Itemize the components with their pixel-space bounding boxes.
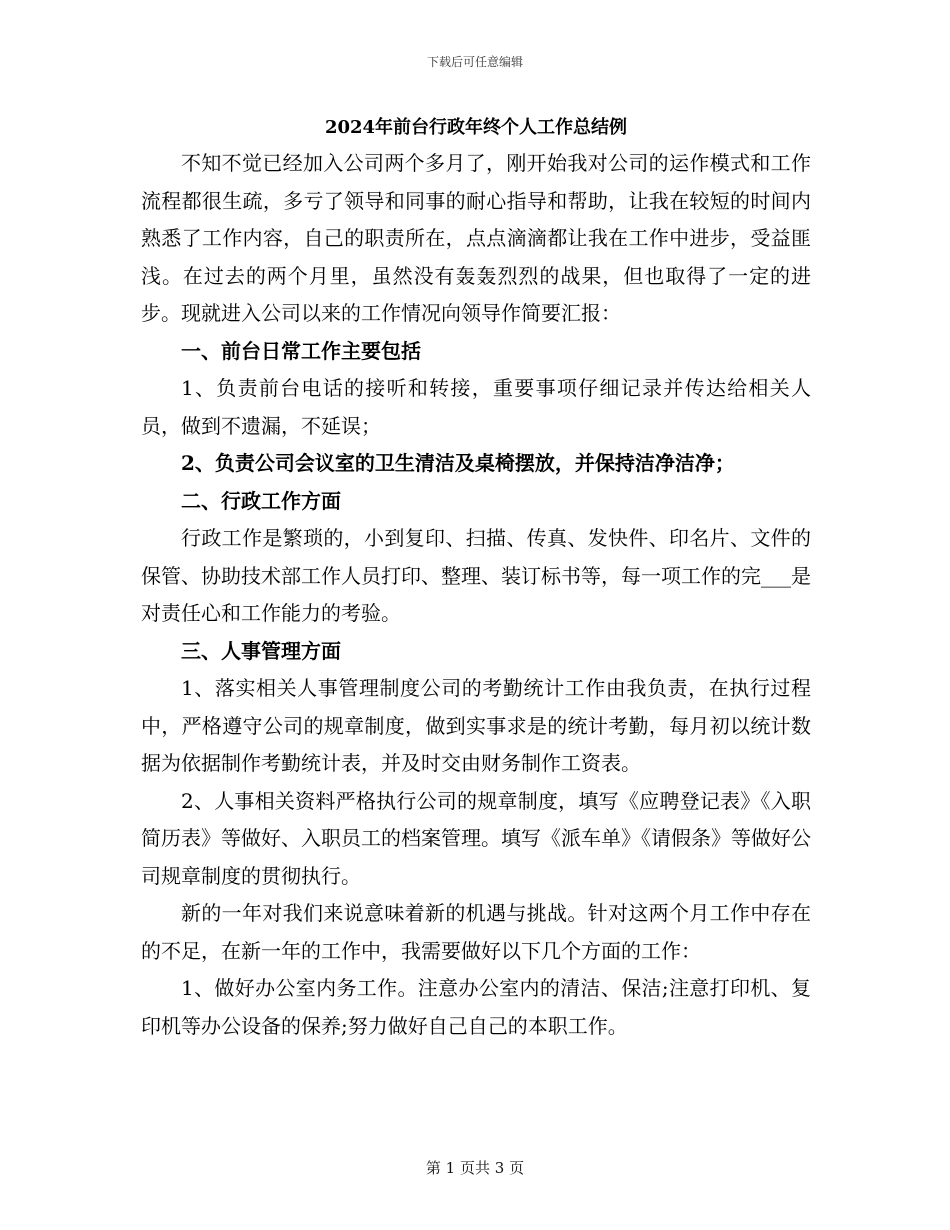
document-body: [141, 113, 811, 1045]
page-number-footer: 第 1 页共 3 页: [425, 1159, 525, 1177]
hr-item-2: 2、人事相关资料严格执行公司的规章制度，填写《应聘登记表》《入职简历表》等做好、入职员工的档案管理。填写《派车单》《请假条》等做好公司规章制度的贯彻执行。: [141, 788, 811, 888]
intro-paragraph: 不知不觉已经加入公司两个多月了，刚开始我对公司的运作模式和工作流程都很生疏，多亏了领导和同事的耐心指导和帮助，让我在较短的时间内熟悉了工作内容，自己的职责所在，点点滴滴都让我在工作中进步，受益匪浅。在过去的两个月里，虽然没有轰轰烈烈的战果，但也取得了一定的进步。现就进入公司以来的工作情况向领导作简要汇报：: [141, 151, 811, 325]
admin-paragraph: 行政工作是繁琐的，小到复印、扫描、传真、发快件、印名片、文件的保管、协助技术部工作人员打印、整理、装订标书等，每一项工作的完___是对责任心和工作能力的考验。: [141, 526, 811, 625]
new-year-item-1: 1、做好办公室内务工作。注意办公室内的清洁、保洁;注意打印机、复印机等办公设备的保养;努力做好自己自己的本职工作。: [141, 976, 811, 1038]
document-title: 2024年前台行政年终个人工作总结例: [324, 117, 628, 138]
front-desk-item-2: 2、负责公司会议室的卫生清洁及桌椅摆放，并保持洁净洁净；: [181, 451, 735, 475]
section-heading-hr: 三、人事管理方面: [181, 638, 341, 663]
section-heading-admin: 二、行政工作方面: [181, 488, 341, 513]
new-year-paragraph: 新的一年对我们来说意味着新的机遇与挑战。针对这两个月工作中存在的不足，在新一年的工作中，我需要做好以下几个方面的工作：: [141, 901, 811, 963]
front-desk-item-1: 1、负责前台电话的接听和转接，重要事项仔细记录并传达给相关人员，做到不遗漏，不延误；: [141, 376, 811, 438]
section-heading-front-desk: 一、前台日常工作主要包括: [181, 338, 421, 363]
hr-item-1: 1、落实相关人事管理制度公司的考勤统计工作由我负责，在执行过程中，严格遵守公司的规章制度，做到实事求是的统计考勤，每月初以统计数据为依据制作考勤统计表，并及时交由财务制作工资表。: [141, 676, 811, 775]
page-header-note: 下载后可任意编辑: [426, 55, 523, 69]
